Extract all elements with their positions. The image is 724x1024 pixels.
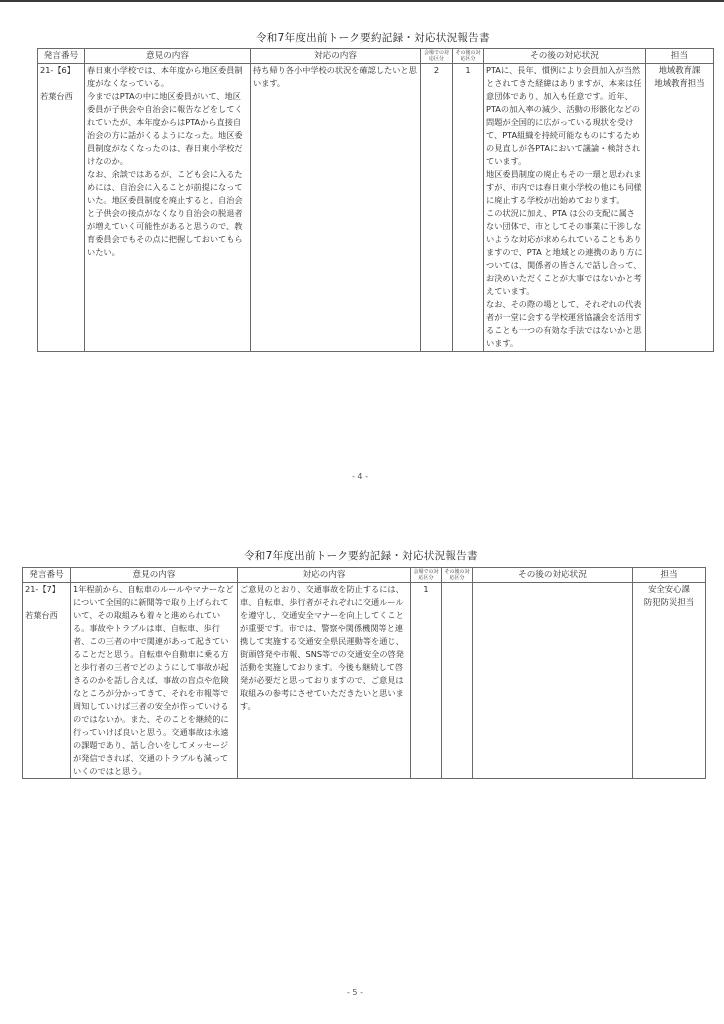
follow-up-cell xyxy=(484,64,646,352)
table-header-row xyxy=(38,49,714,64)
table-row xyxy=(38,64,714,352)
venue-category-cell: 2 xyxy=(421,64,453,352)
header-response: 対応の内容 xyxy=(238,568,411,583)
department-name: 地域教育課 xyxy=(658,65,701,75)
table-row xyxy=(23,583,706,779)
speaker-number: 21-【6】 xyxy=(40,65,75,75)
speaker-area: 若葉台西 xyxy=(40,91,73,101)
follow-up-paragraph: この状況に加え、PTA は公の支配に属さない団体で、市としてその事業に干渉しないような対応が求められていることもありますので、PTA と地域との連携のあり方については、関係者の皆さんで話し合って、お決めいただくことが大事ではないかと考えています。 xyxy=(486,208,643,296)
page-4-title: 令和7年度出前トーク要約記録・対応状況報告書 xyxy=(256,32,490,44)
later-category-cell xyxy=(442,583,473,779)
opinion-paragraph: 1年程前から、自転車のルールやマナーなどについて全国的に新聞等で取り上げられていて、その取組みも着々と進められている。事故やトラブルは車、自転車、歩行者、この三者の中で関連があって起きていることだと思う。自転車や自動車に乗る方と歩行者の三者でどのようにして事故が起きるのかを話し合えば、事故の盲点や危険なところが分かってきて、それを市報等で周知していけば三者の安全が作っていけるのではないか。また、そのことを継続的に行っていけば良いと思う。交通事故は永遠の課題であり、話し合いをしてメッセージが発信できれば、交通のトラブルも減っていくのではと思う。 xyxy=(73,584,234,776)
follow-up-cell xyxy=(473,583,633,779)
follow-up-paragraph: なお、その際の場として、それぞれの代表者が一堂に会する学校運営協議会を活用することも一つの有効な手法ではないかと思います。 xyxy=(486,299,642,348)
opinion-paragraph: 春日東小学校では、本年度から地区委員制度がなくなっている。 xyxy=(87,65,243,88)
section-name: 地域教育担当 xyxy=(654,78,705,88)
person-in-charge-cell xyxy=(646,64,714,352)
department-name: 安全安心課 xyxy=(648,584,690,594)
person-in-charge-cell xyxy=(633,583,706,779)
header-follow-up: その後の対応状況 xyxy=(484,49,646,64)
page-5-report-table xyxy=(22,567,706,779)
table-header-row xyxy=(23,568,706,583)
header-speaker-no: 発言番号 xyxy=(38,49,85,64)
speaker-area: 若葉台西 xyxy=(25,610,58,620)
opinion-paragraph: なお、余談ではあるが、こども会に入るためには、自治会に入ることが前提になっていた。地区委員制度を廃止すると、自治会と子供会の接点がなくなり自治会の脱退者が増えていく可能性があると思うので、教育委員会でもその点に把握しておいてもらいたい。 xyxy=(87,169,243,257)
speaker-cell xyxy=(38,64,85,352)
header-opinion: 意見の内容 xyxy=(71,568,238,583)
page-4-report-table xyxy=(37,48,714,352)
header-venue-category: 会場での対応区分 xyxy=(411,568,442,583)
venue-category-cell: 1 xyxy=(411,583,442,779)
header-person-in-charge: 担当 xyxy=(633,568,706,583)
later-category-cell: 1 xyxy=(453,64,484,352)
opinion-cell xyxy=(85,64,251,352)
header-opinion: 意見の内容 xyxy=(85,49,251,64)
page-5-title: 令和7年度出前トーク要約記録・対応状況報告書 xyxy=(244,550,478,562)
speaker-number: 21-【7】 xyxy=(25,584,60,594)
response-cell: 持ち帰り各小中学校の状況を確認したいと思います。 xyxy=(251,64,421,352)
header-later-category: その後の対応区分 xyxy=(453,49,484,64)
header-speaker-no: 発言番号 xyxy=(23,568,71,583)
scan-top-edge xyxy=(0,0,724,2)
header-response: 対応の内容 xyxy=(251,49,421,64)
header-follow-up: その後の対応状況 xyxy=(473,568,633,583)
header-venue-category: 会場での対応区分 xyxy=(421,49,453,64)
header-person-in-charge: 担当 xyxy=(646,49,714,64)
response-cell: ご意見のとおり、交通事故を防止するには、車、自転車、歩行者がそれぞれに交通ルールを遵守し、交通安全マナーを向上してくことが重要です。市では、警察や関係機関等と連携して実施する交通安全県民運動等を通じ、街頭啓発や市報、SNS等での交通安全の啓発活動を実施しております。今後も継続して啓発が必要だと思っておりますので、ご意見は取組みの参考にさせていただきたいと思います。 xyxy=(238,583,411,779)
section-name: 防犯防災担当 xyxy=(643,597,695,607)
page-5-number: - 5 - xyxy=(347,988,363,997)
header-later-category: その後の対応区分 xyxy=(442,568,473,583)
speaker-cell xyxy=(23,583,71,779)
follow-up-paragraph: 地区委員制度の廃止もその一環と思われますが、市内では春日東小学校の他にも同様に廃止する学校が出始めております。 xyxy=(486,169,642,205)
opinion-paragraph: 今まではPTAの中に地区委員がいて、地区委員が子供会や自治会に報告などをしてくれていたが、本年度からはPTAから直接自治会の方に話がくるようになった。地区委員制度がなくなったのは、春日東小学校だけなのか。 xyxy=(87,91,243,166)
follow-up-paragraph: PTAに、長年、慣例により会員加入が当然とされてきた経緯はありますが、本来は任意団体であり、加入も任意です。近年、PTAの加入率の減少、活動の形骸化などの問題が全国的に広がっている現状を受けて、PTA組織を持続可能なものにするための見直しが各PTAにおいて議論・検討されています。 xyxy=(486,65,642,166)
page-4-number: - 4 - xyxy=(352,472,368,481)
opinion-cell xyxy=(71,583,238,779)
